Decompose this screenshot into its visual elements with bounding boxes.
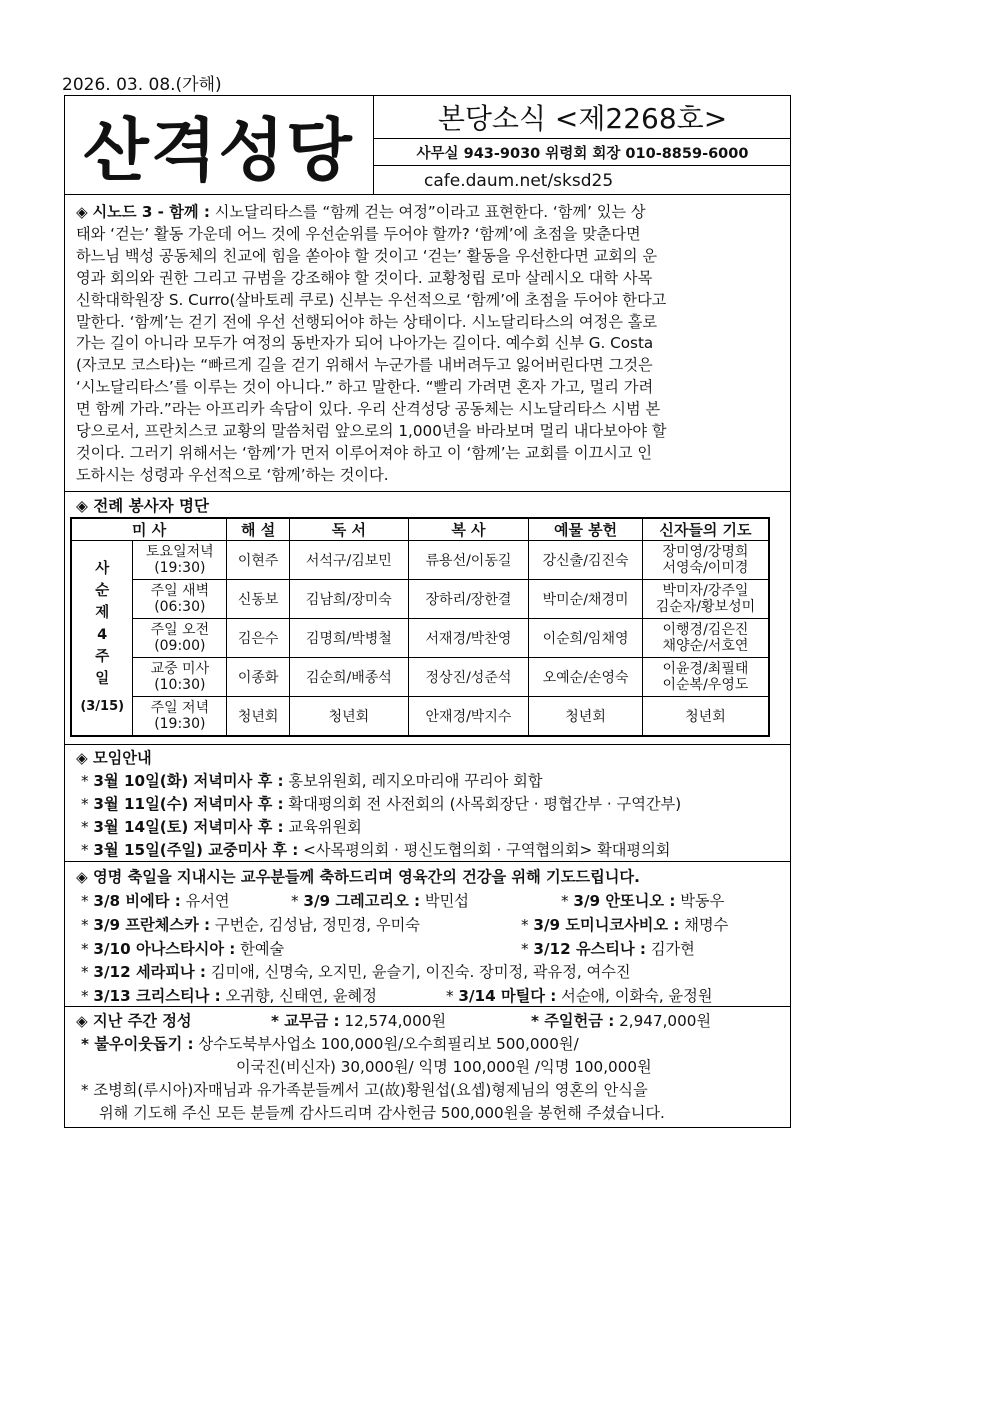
offering-cell: 박미순/채경미 [529, 580, 643, 619]
memorial-note: 위해 기도해 주신 모든 분들께 감사드리며 감사헌금 500,000원을 봉헌해 주셨습니다. [99, 1104, 665, 1122]
donations-title: ◈ 지난 주간 정성 [76, 1012, 192, 1030]
contact-info: 사무실 943-9030 위령회 회장 010-8859-6000 [374, 139, 791, 166]
server-cell: 서재경/박찬영 [408, 619, 529, 658]
donations-section [64, 1007, 791, 1128]
mass-time-cell: 교중 미사 (10:30) [133, 658, 227, 697]
mass-time-cell: 주일 저녁 (19:30) [133, 697, 227, 737]
parish-name: 산격성당 [64, 95, 374, 195]
col-header-mass: 미 사 [71, 518, 227, 541]
table-row [71, 658, 769, 697]
server-cell: 안재경/박지수 [408, 697, 529, 737]
feast-line: * 3/10 아나스타시아 : 한예술 * 3/12 유스티나 : 김가현 [81, 939, 695, 958]
synod-line: 하느님 백성 공동체의 친교에 힘을 쏟아야 할 것이고 ‘걷는’ 활동을 우선한다면 교회의 운 [76, 246, 658, 265]
table-header-row [71, 518, 769, 541]
bulletin-date: 2026. 03. 08.(가해) [62, 75, 222, 95]
commentary-cell: 청년회 [227, 697, 290, 737]
table-row [71, 619, 769, 658]
prayer-cell: 이윤경/최필태 이순복/우영도 [642, 658, 769, 697]
server-cell: 류용선/이동길 [408, 541, 529, 580]
table-row [71, 541, 769, 580]
offering-cell: 청년회 [529, 697, 643, 737]
col-header-commentary: 해 설 [227, 518, 290, 541]
donation-summary: ◈ 지난 주간 정성 * 교무금 : 12,574,000원 * 주일헌금 : 2,947,000원 [76, 1012, 712, 1030]
commentary-cell: 이종화 [227, 658, 290, 697]
mass-time-cell: 주일 오전 (09:00) [133, 619, 227, 658]
synod-line: 당으로서, 프란치스코 교황의 말씀처럼 앞으로의 1,000년을 바라보며 멀리 내다보아야 할 [76, 422, 667, 441]
meetings-section [64, 745, 791, 862]
charity-line: 이국진(비신자) 30,000원/ 익명 100,000원 /익명 100,000원 [236, 1058, 652, 1076]
reading-cell: 김순희/배종석 [290, 658, 409, 697]
week-date: (3/15) [80, 699, 125, 714]
synod-line: 면 함께 가라.”라는 아프리카 속담이 있다. 우리 산격성당 공동체는 시노달리타스 시범 본 [76, 400, 661, 419]
meetings-title: ◈ 모임안내 [76, 749, 152, 767]
bulletin-title: 본당소식 <제2268호> [374, 95, 791, 139]
table-row [71, 580, 769, 619]
synod-line: 것이다. 그러기 위해서는 ‘함께’가 먼저 이루어져야 하고 이 ‘함께’는 교회를 이끄시고 인 [76, 443, 653, 462]
offering-cell: 오예순/손영숙 [529, 658, 643, 697]
offering-cell: 이순희/임채영 [529, 619, 643, 658]
synod-line: 영과 회의와 권한 그리고 규범을 강조해야 할 것이다. 교황청립 로마 살레시오 대학 사목 [76, 268, 653, 287]
memorial-note: * 조병희(루시아)자매님과 유가족분들께서 고(故)황원섭(요셉)형제님의 영혼의 안식을 [81, 1081, 648, 1099]
synod-line: 말한다. ‘함께’는 걷기 전에 우선 선행되어야 하는 상태이다. 시노달리타스의 여정은 홀로 [76, 312, 658, 331]
feast-line: * 3/9 프란체스카 : 구번순, 김성남, 정민경, 우미숙 * 3/9 도미니코사비오 : 채명수 [81, 915, 729, 934]
liturgy-title: ◈ 전례 봉사자 명단 [76, 497, 209, 515]
col-header-server: 복 사 [408, 518, 529, 541]
offering-cell: 강신출/김진숙 [529, 541, 643, 580]
synod-section [64, 195, 791, 492]
bullet-icon: ◈ [76, 203, 88, 221]
prayer-cell: 이행경/김은진 채양순/서호연 [642, 619, 769, 658]
meeting-item: * 3월 14일(토) 저녁미사 후 : 교육위원회 [81, 818, 362, 836]
table-row [71, 697, 769, 737]
synod-line: ‘시노달리타스’를 이루는 것이 아니다.” 하고 말한다. “빨리 가려면 혼자 가고, 멀리 가려 [76, 378, 654, 397]
reading-cell: 김명희/박병철 [290, 619, 409, 658]
liturgy-section [64, 492, 791, 745]
col-header-prayer: 신자들의 기도 [642, 518, 769, 541]
liturgy-table [70, 517, 770, 737]
meeting-item: * 3월 10일(화) 저녁미사 후 : 홍보위원회, 레지오마리애 꾸리아 회합 [81, 772, 543, 790]
commentary-cell: 신동보 [227, 580, 290, 619]
feast-line: * 3/12 세라피나 : 김미애, 신명숙, 오지민, 윤슬기, 이진숙. 장미정, 곽유정, 여수진 [81, 963, 631, 982]
reading-cell: 청년회 [290, 697, 409, 737]
prayer-cell: 박미자/강주일 김순자/황보성미 [642, 580, 769, 619]
synod-line: 신학대학원장 S. Curro(살바토레 쿠로) 신부는 우선적으로 ‘함께’에 초점을 두어야 한다고 [76, 290, 667, 309]
synod-line-0: ◈ 시노드 3 - 함께 : 시노달리타스를 “함께 걷는 여정”이라고 표현한다. ‘함께’ 있는 상 [76, 203, 646, 221]
reading-cell: 서석구/김보민 [290, 541, 409, 580]
synod-title: 시노드 3 - 함께 : [92, 203, 210, 221]
feast-line: * 3/13 크리스티나 : 오귀향, 신태연, 윤혜정 * 3/14 마틸다 : 서순애, 이화숙, 윤정원 [81, 987, 713, 1006]
meeting-item: * 3월 11일(수) 저녁미사 후 : 확대평의회 전 사전회의 (사목회장단 · 평협간부 · 구역간부) [81, 795, 682, 813]
commentary-cell: 김은수 [227, 619, 290, 658]
feast-line: * 3/8 비에타 : 유서연 * 3/9 그레고리오 : 박민섭 * 3/9 안또니오 : 박동우 [81, 892, 725, 910]
feasts-title: ◈ 영명 축일을 지내시는 교우분들께 축하드리며 영육간의 건강을 위해 기도드립니다. [76, 868, 640, 886]
meeting-item: * 3월 15일(주일) 교중미사 후 : <사목평의회 · 평신도협의회 · 구역협의회> 확대평의회 [81, 841, 671, 859]
feasts-section [64, 862, 791, 1007]
synod-line: 태와 ‘걷는’ 활동 가운데 어느 것에 우선순위를 두어야 할까? ‘함께’에 초점을 맞춘다면 [76, 224, 641, 243]
server-cell: 정상진/성준석 [408, 658, 529, 697]
commentary-cell: 이현주 [227, 541, 290, 580]
week-label: 사 순 제 4 주 일 (3/15) [71, 541, 133, 737]
bulletin-header [64, 95, 791, 195]
charity-line: * 불우이웃돕기 : 상수도북부사업소 100,000원/오수희필리보 500,000원/ [81, 1035, 579, 1053]
col-header-offering: 예물 봉헌 [529, 518, 643, 541]
synod-line: 도하시는 성령과 우선적으로 ‘함께’하는 것이다. [76, 465, 389, 484]
cafe-link[interactable]: cafe.daum.net/sksd25 [424, 170, 614, 191]
prayer-cell: 장미영/강명희 서영숙/이미경 [642, 541, 769, 580]
col-header-reading: 독 서 [290, 518, 409, 541]
mass-time-cell: 주일 새벽 (06:30) [133, 580, 227, 619]
prayer-cell: 청년회 [642, 697, 769, 737]
synod-line: 가는 길이 아니라 모두가 여정의 동반자가 되어 나아가는 길이다. 예수회 신부 G. Costa [76, 334, 654, 353]
synod-line: (자코모 코스타)는 “빠르게 길을 걷기 위해서 누군가를 내버려두고 잃어버린다면 그것은 [76, 356, 653, 375]
mass-time-cell: 토요일저녁 (19:30) [133, 541, 227, 580]
reading-cell: 김남희/장미숙 [290, 580, 409, 619]
server-cell: 장하리/장한결 [408, 580, 529, 619]
